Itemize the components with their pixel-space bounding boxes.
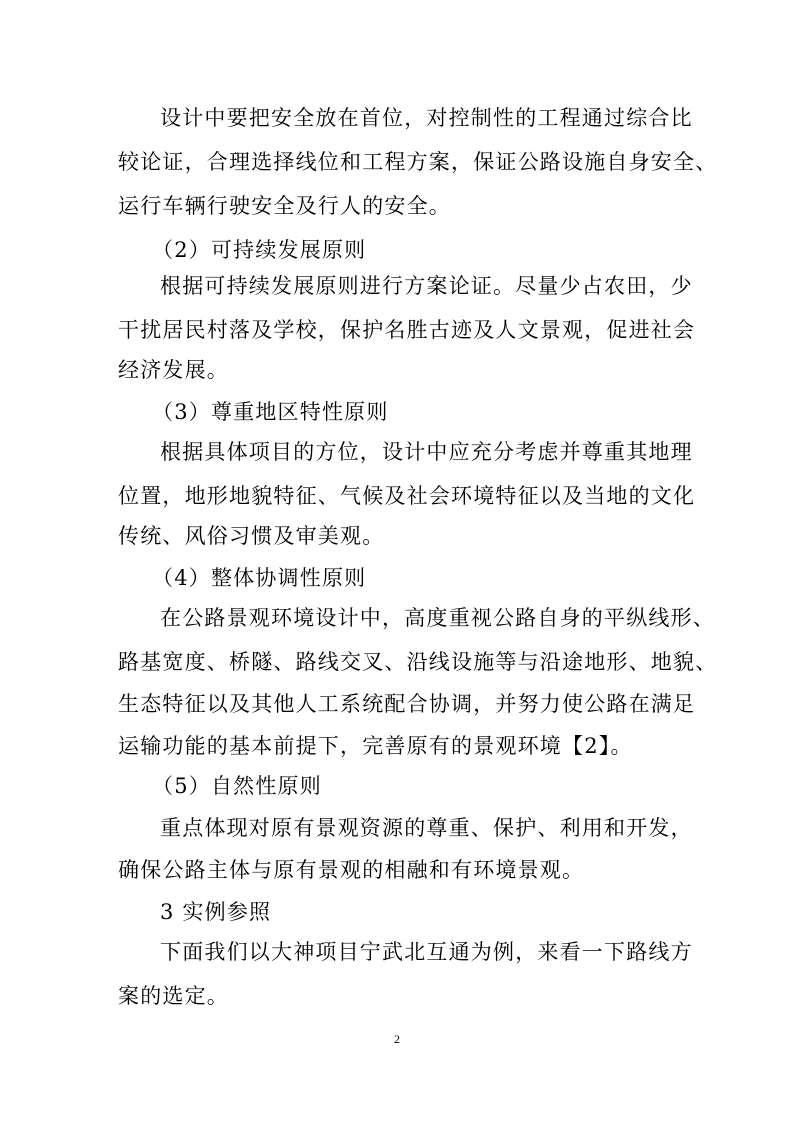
paragraph-line: 运行车辆行驶安全及行人的安全。 <box>118 194 451 218</box>
paragraph-line: 较论证，合理选择线位和工程方案，保证公路设施自身安全、 <box>118 150 718 174</box>
paragraph-line: 路基宽度、桥隧、路线交叉、沿线设施等与沿途地形、地貌、 <box>118 650 718 674</box>
paragraph-line: 下面我们以大神项目宁武北互通为例，来看一下路线方 <box>160 940 693 964</box>
paragraph-line: 确保公路主体与原有景观的相融和有环境景观。 <box>118 858 585 882</box>
section-heading: 3 实例参照 <box>160 900 272 924</box>
section-heading: （3）尊重地区特性原则 <box>152 400 389 424</box>
paragraph-line: 案的选定。 <box>118 984 229 1008</box>
paragraph-line: 根据可持续发展原则进行方案论证。尽量少占农田，少 <box>160 274 693 298</box>
section-heading: （5）自然性原则 <box>152 774 322 798</box>
paragraph-line: 重点体现对原有景观资源的尊重、保护、利用和开发， <box>160 816 693 840</box>
paragraph-line: 根据具体项目的方位，设计中应充分考虑并尊重其地理 <box>160 440 693 464</box>
paragraph-line: 位置，地形地貌特征、气候及社会环境特征以及当地的文化 <box>118 484 696 508</box>
paragraph-line: 干扰居民村落及学校，保护名胜古迹及人文景观，促进社会 <box>118 318 696 342</box>
paragraph-line: 设计中要把安全放在首位，对控制性的工程通过综合比 <box>160 106 693 130</box>
paragraph-line: 传统、风俗习惯及审美观。 <box>118 524 385 548</box>
page-number: 2 <box>394 1032 400 1046</box>
paragraph-line: 运输功能的基本前提下，完善原有的景观环境【2】。 <box>118 734 633 758</box>
section-heading: （2）可持续发展原则 <box>152 238 367 262</box>
paragraph-line: 在公路景观环境设计中，高度重视公路自身的平纵线形、 <box>160 606 715 630</box>
paragraph-line: 经济发展。 <box>118 358 229 382</box>
section-heading: （4）整体协调性原则 <box>152 566 367 590</box>
paragraph-line: 生态特征以及其他人工系统配合协调，并努力使公路在满足 <box>118 692 696 716</box>
